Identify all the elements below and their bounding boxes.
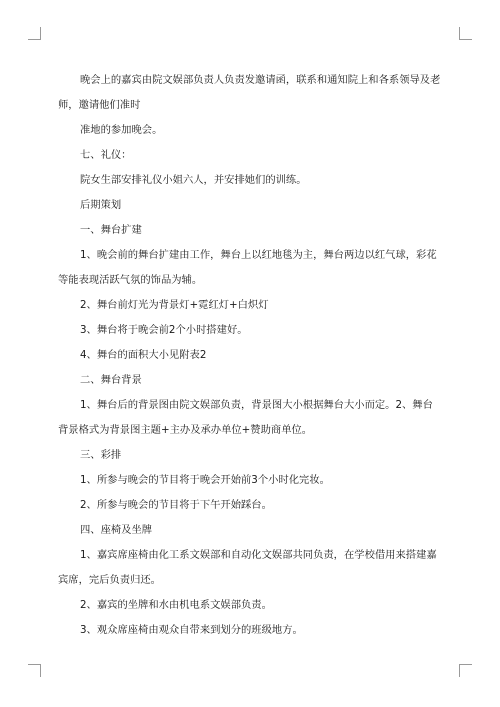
paragraph: 2、所参与晚会的节目将于下午开始踩台。 xyxy=(80,499,272,511)
section-heading: 三、彩排 xyxy=(80,449,122,461)
paragraph: 晚会上的嘉宾由院文娱部负责人负责发邀请函，联系和通知院上和各系领导及老师，邀请他们准时 xyxy=(58,74,441,111)
section-heading: 七、礼仪： xyxy=(80,149,132,161)
paragraph: 4、舞台的面积大小见附表2 xyxy=(80,349,207,361)
paragraph: 3、舞台将于晚会前2个小时搭建好。 xyxy=(80,324,248,336)
crop-mark-top-right xyxy=(459,27,472,40)
crop-mark-bottom-right xyxy=(459,664,472,677)
crop-mark-top-left xyxy=(28,27,41,40)
paragraph: 1、晚会前的舞台扩建由工作，舞台上以红地毯为主，舞台两边以红气球，彩花等能表现活跃气氛的饰品为辅。 xyxy=(58,249,437,286)
paragraph: 3、观众席座椅由观众自带来到划分的班级地方。 xyxy=(80,624,303,636)
paragraph: 2、嘉宾的坐牌和水由机电系文娱部负责。 xyxy=(80,599,272,611)
paragraph: 1、嘉宾席座椅由化工系文娱部和自动化文娱部共同负责，在学校借用来搭建嘉宾席，完后负责归还。 xyxy=(58,549,437,586)
section-heading: 一、舞台扩建 xyxy=(80,224,142,236)
paragraph: 1、所参与晚会的节目将于晚会开始前3个小时化完妆。 xyxy=(80,474,330,486)
crop-mark-bottom-left xyxy=(28,664,41,677)
section-heading: 四、座椅及坐牌 xyxy=(80,524,153,536)
paragraph: 院女生部安排礼仪小姐六人，并安排她们的训练。 xyxy=(80,174,307,186)
section-heading: 二、舞台背景 xyxy=(80,374,142,386)
paragraph: 准地的参加晚会。 xyxy=(80,124,163,136)
section-heading: 后期策划 xyxy=(80,199,122,211)
document-body xyxy=(58,68,442,643)
paragraph: 1、舞台后的背景图由院文娱部负责，背景图大小根据舞台大小而定。2、舞台背景格式为背景图主题+主办及承办单位+赞助商单位。 xyxy=(58,399,433,436)
paragraph: 2、舞台前灯光为背景灯+霓红灯+白炽灯 xyxy=(80,299,269,311)
